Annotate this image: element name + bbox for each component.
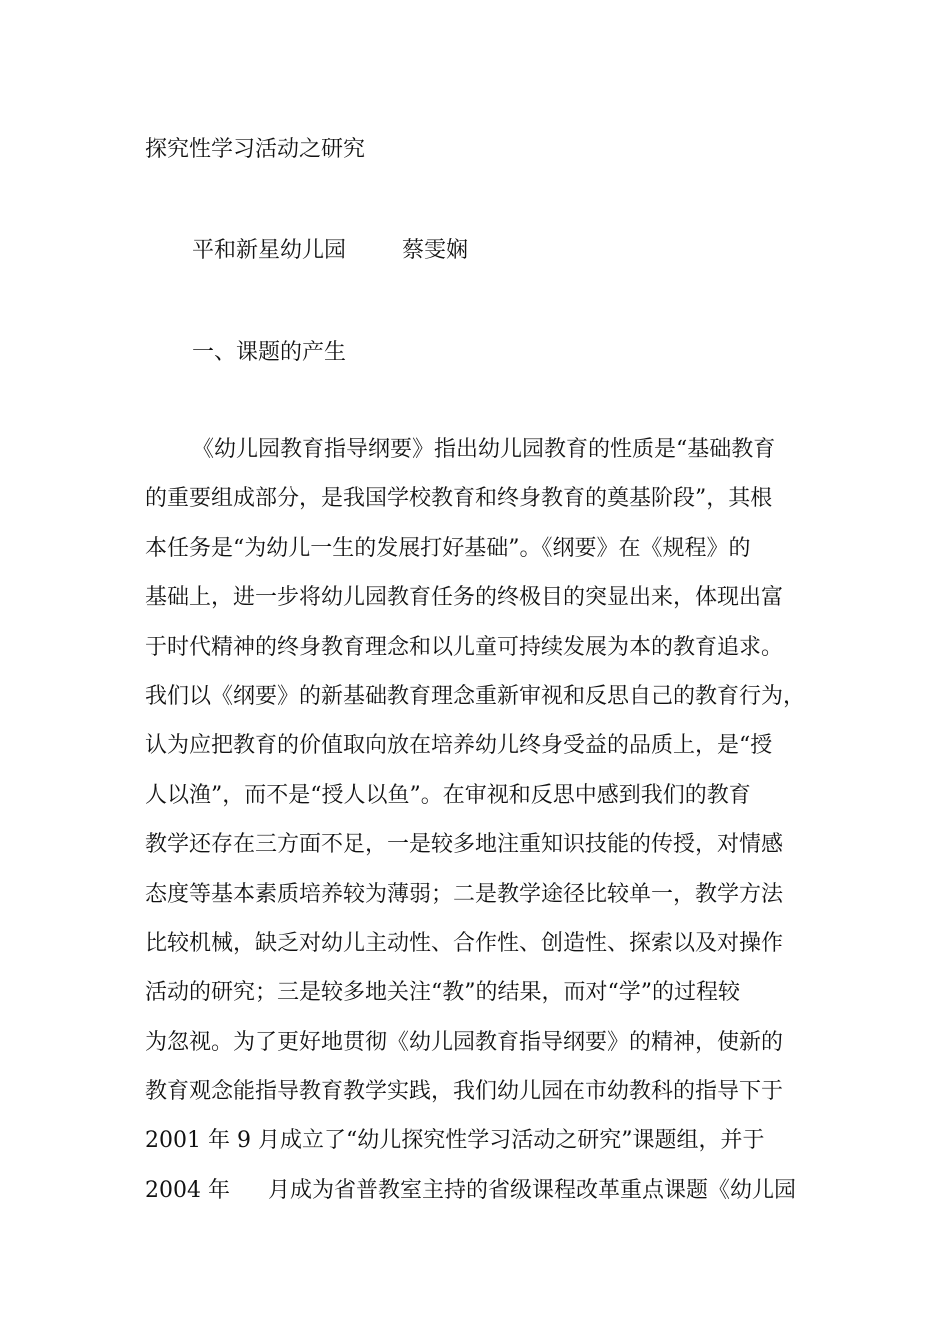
paragraph-line: 比较机械，缺乏对幼儿主动性、合作性、创造性、探索以及对操作 xyxy=(145,930,784,956)
paragraph-line: 的重要组成部分，是我国学校教育和终身教育的奠基阶段”，其根 xyxy=(145,486,773,512)
paragraph-line: 态度等基本素质培养较为薄弱；二是教学途径比较单一，教学方法 xyxy=(145,881,784,907)
paragraph-line: 基础上，进一步将幼儿园教育任务的终极目的突显出来，体现出富 xyxy=(145,585,784,611)
paragraph-line: 本任务是“为幼儿一生的发展打好基础”。《纲要》在《规程》的 xyxy=(145,535,751,561)
author-name: 蔡雯娴 xyxy=(402,238,469,263)
paragraph-line: 教学还存在三方面不足，一是较多地注重知识技能的传授，对情感 xyxy=(145,832,784,858)
author-school: 平和新星幼儿园 xyxy=(192,238,347,263)
author-line xyxy=(192,234,468,268)
paragraph-line: 2001 年 9 月成立了“幼儿探究性学习活动之研究”课题组，并于 xyxy=(145,1128,765,1154)
section-heading: 一、课题的产生 xyxy=(192,340,347,365)
body-paragraph xyxy=(145,433,825,1223)
document-title: 探究性学习活动之研究 xyxy=(145,137,366,162)
paragraph-line: 《幼儿园教育指导纲要》指出幼儿园教育的性质是“基础教育 xyxy=(192,437,776,462)
paragraph-line: 为忽视。为了更好地贯彻《幼儿园教育指导纲要》的精神，使新的 xyxy=(145,1029,784,1055)
paragraph-line-last xyxy=(145,1174,825,1223)
paragraph-line: 于时代精神的终身教育理念和以儿童可持续发展为本的教育追求。 xyxy=(145,634,784,660)
paragraph-line: 人以渔”，而不是“授人以鱼”。在审视和反思中感到我们的教育 xyxy=(145,782,751,808)
paragraph-line: 认为应把教育的价值取向放在培养幼儿终身受益的品质上，是“授 xyxy=(145,733,773,759)
paragraph-line: 我们以《纲要》的新基础教育理念重新审视和反思自己的教育行为， xyxy=(145,683,806,709)
paragraph-line: 活动的研究；三是较多地关注“教”的结果，而对“学”的过程较 xyxy=(145,980,740,1006)
paragraph-line: 教育观念能指导教育教学实践，我们幼儿园在市幼教科的指导下于 xyxy=(145,1079,784,1105)
last-line-year: 2004 年 xyxy=(145,1177,230,1203)
last-line-text: 月成为省普教室主持的省级课程改革重点课题《幼儿园 xyxy=(267,1177,796,1203)
